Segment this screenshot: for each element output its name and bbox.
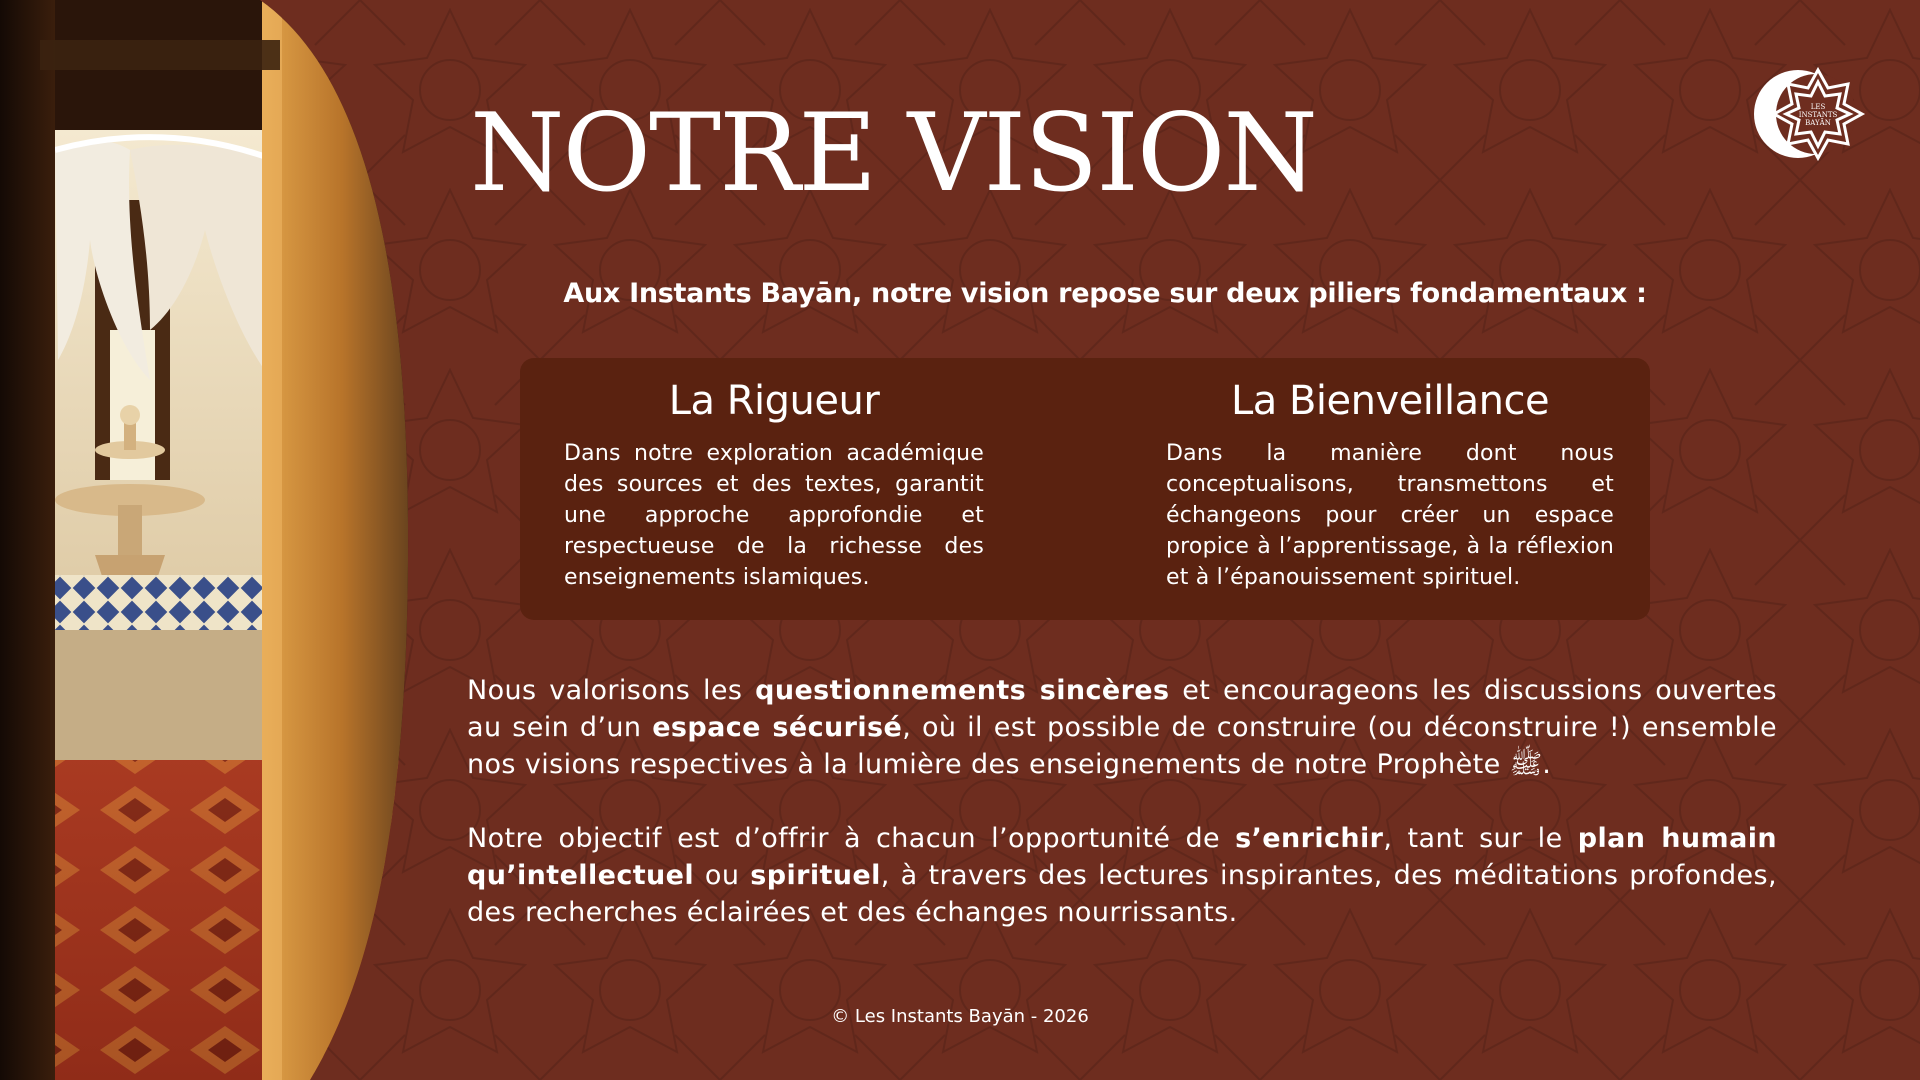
logo-text-line-1: LES [1810,103,1826,111]
paragraph-text: , à travers des lectures inspirantes, des méditations profondes, des recherches éclairées et des échanges nourrissants. [467,860,1777,928]
logo-text-line-3: BAYĀN [1805,119,1831,127]
intro-text: Aux Instants Bayān, notre vision repose sur deux piliers fondamentaux : [563,278,1647,309]
emphasis-text: questionnements sincères [755,675,1170,706]
emphasis-text: espace sécurisé [652,712,903,743]
pillar-text: Dans la manière dont nous conceptualisons, transmettons et échangeons pour créer un espace propice à l’apprentissage, à la réflexion et à l’épanouissement spirituel. [1166,441,1614,590]
paragraph-text: , tant sur le [1383,823,1578,854]
paragraph-text: Notre objectif est d’offrir à chacun l’opportunité de [467,823,1236,854]
paragraph-text: Nous valorisons les [467,675,756,706]
pillar-bienveillance [1166,378,1614,593]
logo-text-line-2: INSTANTS [1798,111,1838,119]
pillars-panel [520,358,1650,620]
les-instants-bayan-logo [1752,56,1868,172]
paragraph-text: et encourageons les discussions ouvertes au sein d’un [467,675,1777,743]
page-title: NOTRE VISION [470,91,1316,216]
pillar-heading: La Rigueur [668,378,880,424]
paragraph-text: ou [694,860,751,891]
emphasis-text: spirituel [750,860,881,891]
pillar-text: Dans notre exploration académique des sources et des textes, garantit une approche approfondie et respectueuse de la richesse des enseignements islamiques. [564,441,984,590]
values-paragraph [467,672,1777,783]
emphasis-text: s’enrichir [1235,823,1384,854]
paragraph-text: , où il est possible de construire (ou déconstruire !) ensemble nos visions respectives à la lumière des enseignements de notre Prophète ﷺ. [467,712,1778,780]
emphasis-text: plan humain qu’intellectuel [467,823,1777,891]
objective-paragraph [467,820,1777,931]
pillar-heading: La Bienveillance [1230,378,1550,424]
pillar-rigueur [564,378,984,593]
footer-copyright: © Les Instants Bayān - 2026 [831,1006,1089,1027]
